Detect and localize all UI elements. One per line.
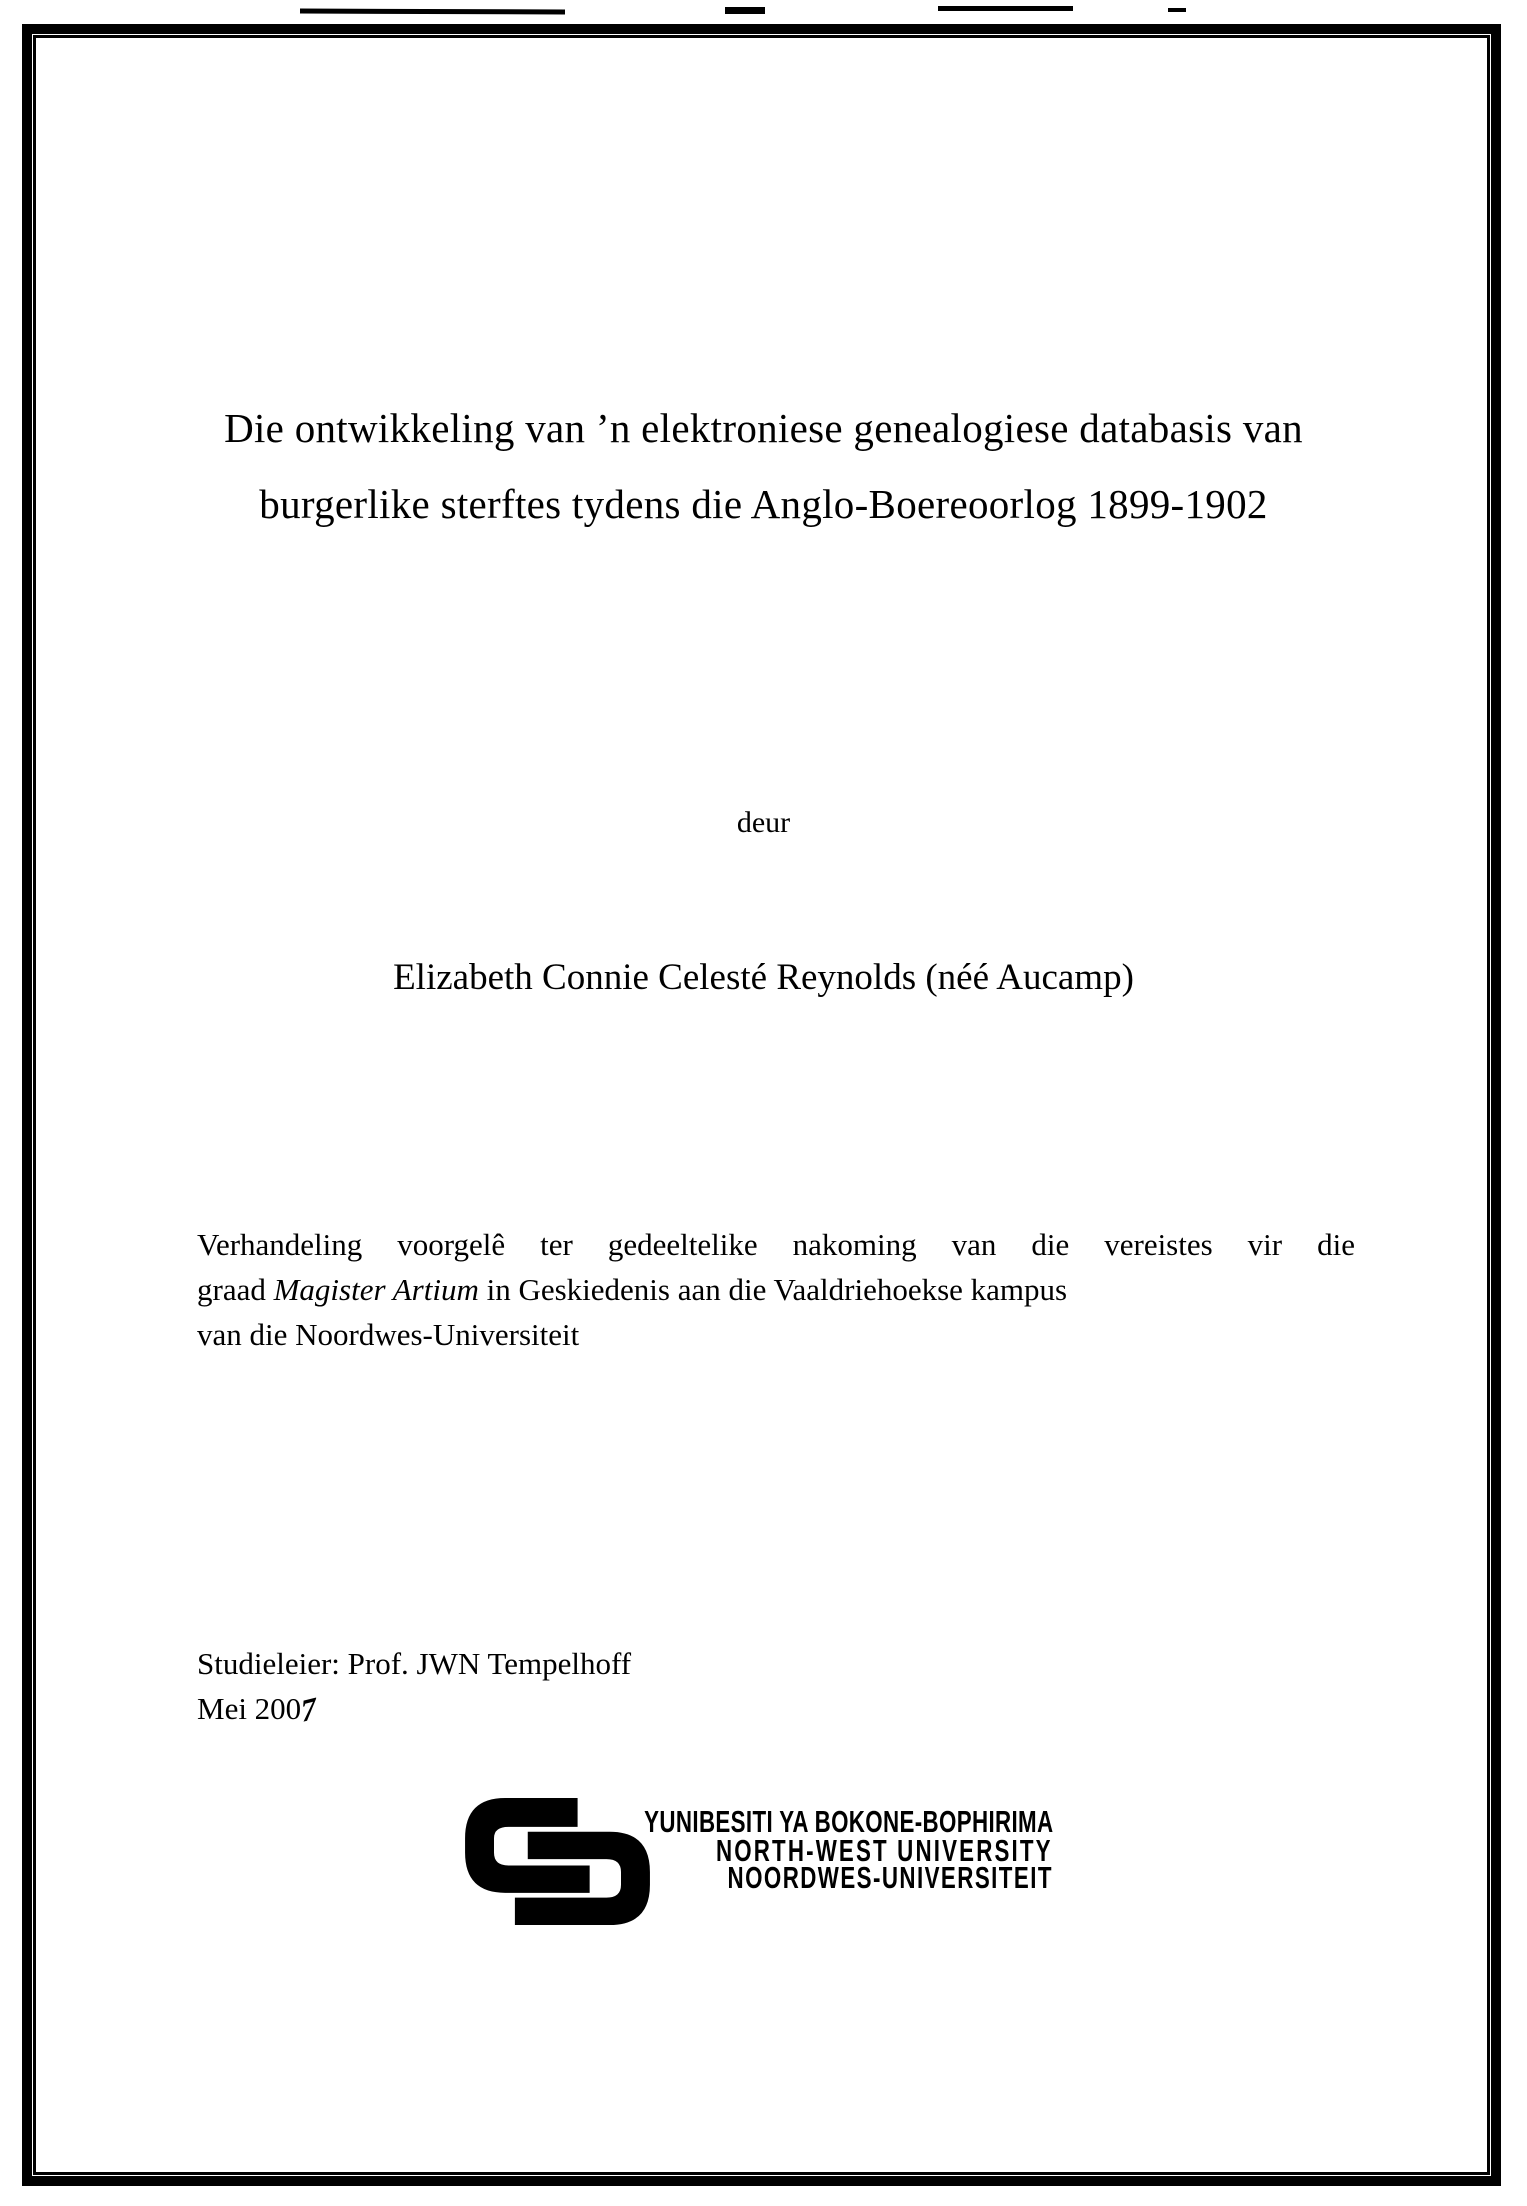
logo-text-english: NORTH-WEST UNIVERSITY xyxy=(716,1833,1053,1868)
date-line xyxy=(197,1686,631,1731)
logo-text-setswana: YUNIBESITI YA BOKONE-BOPHIRIMA xyxy=(643,1804,1053,1839)
supervisor-block xyxy=(197,1641,631,1731)
author-name: Elizabeth Connie Celesté Reynolds (néé Aucamp) xyxy=(393,957,1134,998)
degree-statement xyxy=(197,1222,1355,1357)
degree-statement-line1: Verhandeling voorgelê ter gedeeltelike nakoming van die vereistes vir die xyxy=(197,1227,1355,1262)
byline: deur xyxy=(736,806,791,839)
university-logo xyxy=(465,1798,1065,1943)
scan-artifact xyxy=(300,9,565,15)
degree-latin-title: Magister Artium xyxy=(273,1272,479,1307)
logo-text-afrikaans: NOORDWES-UNIVERSITEIT xyxy=(727,1860,1053,1895)
thesis-title-line1: Die ontwikkeling van ’n elektroniese genealogiese databasis van xyxy=(224,405,1303,451)
degree-statement-line2-pre: graad xyxy=(197,1272,274,1307)
degree-statement-line2 xyxy=(197,1267,1355,1312)
scan-artifact xyxy=(1168,8,1186,12)
supervisor-line: Studieleier: Prof. JWN Tempelhoff xyxy=(197,1646,632,1681)
degree-statement-line3: van die Noordwes-Universiteit xyxy=(197,1317,580,1352)
date-prefix: Mei 200 xyxy=(197,1691,302,1726)
scan-artifact xyxy=(938,6,1073,11)
degree-statement-line2-post: in Geskiedenis aan die Vaaldriehoekse kampus xyxy=(478,1272,1068,1307)
nwu-logo-icon xyxy=(465,1798,650,1925)
thesis-title-line2: burgerlike sterftes tydens die Anglo-Boereoorlog 1899-1902 xyxy=(259,481,1268,527)
date-final-digit: 7 xyxy=(300,1689,318,1730)
scan-artifact xyxy=(725,7,765,14)
thesis-title xyxy=(90,390,1437,542)
